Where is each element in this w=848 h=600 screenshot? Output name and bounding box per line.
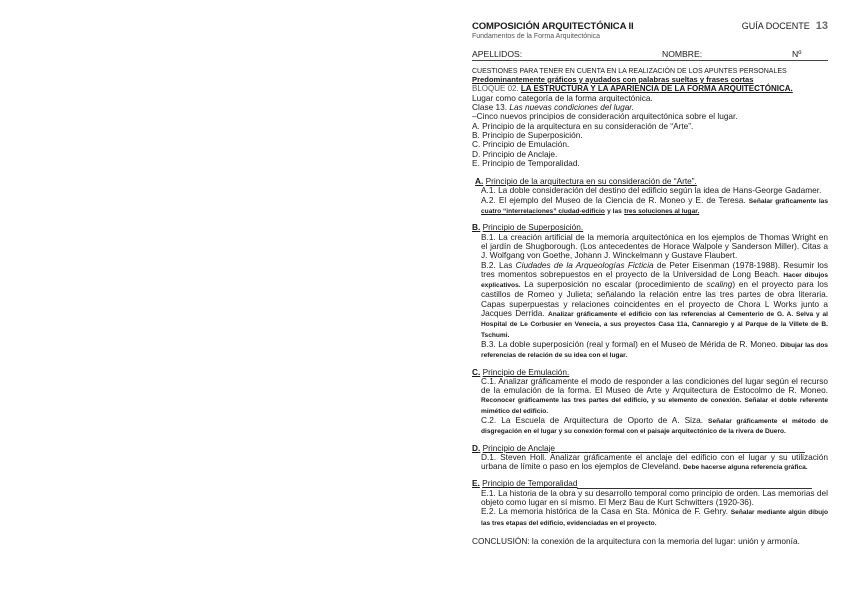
- section-letter: B.: [472, 222, 481, 233]
- list-item: B. Principio de Superposición.: [472, 129, 583, 140]
- item-note: Hacer dibujos explicativos.: [481, 271, 828, 290]
- section-title: Principio de Superposición.: [482, 222, 584, 233]
- guide-label: [742, 22, 828, 31]
- principles-list: [472, 122, 828, 168]
- item-a2: [481, 196, 828, 217]
- item-text: de Peter Eisenman (1978-1988). Resumir los tres momentos sobrepuestos en el proyecto de la Universidad de Long Beach.: [481, 259, 828, 279]
- surname-field[interactable]: APELLIDOS:: [472, 48, 523, 59]
- predominant-note: Predominantemente gráficos y ayudados con palabras sueltas y frases cortas: [472, 74, 754, 84]
- section-title: Principio de Emulación.: [482, 366, 570, 377]
- section-letter: E.: [472, 478, 480, 489]
- list-item: C. Principio de Emulación.: [472, 139, 570, 150]
- section-d: [472, 444, 828, 473]
- five-principles-line: –Cinco nuevos principios de consideración arquitectónica sobre el lugar.: [472, 111, 738, 122]
- item-note: tres soluciones al lugar.: [624, 208, 700, 216]
- item-e1: E.1. La historia de la obra y su desarrollo temporal como principio de orden. Las memorias del objeto como lugar en sí mismo. El Merz Bau de Kurt Schwitters (1920-36).: [481, 487, 828, 508]
- course-subtitle: Fundamentos de la Forma Arquitectónica: [472, 33, 601, 41]
- item-b2: [481, 261, 828, 340]
- section-title: Principio de Temporalidad: [482, 478, 578, 489]
- list-item: A. Principio de la arquitectura en su consideración de “Arte”.: [472, 120, 694, 131]
- list-item: D. Principio de Anclaje.: [472, 148, 558, 159]
- item-text: C.2. La Escuela de Arquitectura de Oporto de A. Siza.: [481, 414, 704, 425]
- place-line: Lugar como categoría de la forma arquitectónica.: [472, 92, 653, 103]
- guide-number: 13: [815, 20, 828, 32]
- item-text: ) en el proyecto para los castillos de Romeo y Julieta; señalando la relación entre las tres partes de obra literaria. Capas superpuestas y relaciones coincidentes en el proyecto de Chora L Works junto a Jacques Derrida.: [481, 279, 829, 319]
- item-text: D.1. Steven Holl. Analizar gráficamente el anclaje del edificio con el lugar y su utilización urbana de límite o paso en los ejemplos de Cleveland.: [481, 451, 828, 472]
- student-fields: [472, 50, 828, 61]
- conclusion: CONCLUSIÓN: la conexión de la arquitectura con la memoria del lugar: unión y armonía.: [472, 535, 800, 546]
- item-b1: B.1. La creación artificial de la memoria arquitectónica en los ejemplos de Thomas Wright en el jardín de Shugborough. (Los antecedentes de Horace Walpole y Sanderson Miller). Citas a J. Wolfgang von Goethe, Johann J. Winckelmann y Gustave Flaubert.: [481, 231, 828, 261]
- section-letter: D.: [472, 442, 481, 453]
- guide-column: [472, 22, 828, 546]
- item-note: Reconocer gráficamente las tres partes del edificio, y su elemento de conexión. Señalar el doble referente mimético del edificio.: [481, 397, 828, 415]
- block-label: BLOQUE 02.: [472, 84, 519, 94]
- item-text: E.2. La memoria histórica de la Casa en Sta. Mónica de F. Gehry.: [481, 506, 728, 517]
- item-note: Debe hacerse alguna referencia gráfica.: [683, 464, 808, 472]
- class-title: Las nuevas condiciones del lugar.: [509, 102, 635, 113]
- number-field[interactable]: Nº: [792, 48, 802, 59]
- guide-label-text: GUÍA DOCENTE: [741, 21, 810, 31]
- item-note: Señalar gráficamente el método de disgregación en el lugar y su conexión formal con el paisaje arquitectónico de la rivera de Duero.: [481, 417, 828, 436]
- item-text: A.2. El ejemplo del Museo de la Ciencia de R. Moneo y E. de Teresa.: [481, 194, 746, 205]
- section-a: [472, 177, 828, 216]
- section-c: [472, 368, 828, 437]
- name-field[interactable]: NOMBRE:: [662, 48, 703, 59]
- item-note: Señalar mediante algún dibujo las tres etapas del edificio, evidenciadas en el proyecto.: [481, 509, 828, 527]
- item-note: y las: [607, 208, 622, 216]
- item-note: Dibujar las dos referencias de relación de su idea con el lugar.: [481, 341, 828, 360]
- item-text: C.1. Analizar gráficamente el modo de responder a las condiciones del lugar según el recurso de la emulación de la forma. El Museo de Arte y Arquitectura de Estocolmo de R. Moneo.: [481, 375, 828, 396]
- item-note: Analizar gráficamente el edificio con las referencias al Cementerio de G. A. Selva y al Hospital de Le Corbusier en Venecia, a sus proyectos Casa 11a, Cannaregio y al Parque de la Villete de B. Tschumi.: [481, 311, 829, 339]
- section-b: [472, 223, 828, 360]
- section-e: [472, 479, 828, 527]
- item-text: B.2. Las: [481, 259, 513, 270]
- block-title: LA ESTRUCTURA Y LA APARIENCIA DE LA FORMA ARQUITECTÓNICA.: [520, 84, 793, 94]
- item-note: cuatro “interrelaciones” ciudad-edificio: [481, 208, 605, 216]
- section-letter: A.: [475, 176, 484, 187]
- item-italic: Ciudades de la Arqueologías Ficticia: [515, 259, 654, 270]
- course-title: COMPOSICIÓN ARQUITECTÓNICA II: [472, 21, 634, 32]
- item-text: B.3. La doble superposición (real y formal) en el Museo de Mérida de R. Moneo.: [481, 338, 778, 349]
- item-e2: [481, 507, 828, 528]
- item-text: La superposición no escalar (procedimiento de: [524, 279, 703, 290]
- item-b3: [481, 340, 828, 361]
- questions-heading: CUESTIONES PARA TENER EN CUENTA EN LA REALIZACIÓN DE LOS APUNTES PERSONALES: [472, 67, 787, 75]
- section-title: Principio de la arquitectura en su consideración de “Arte”.: [485, 176, 697, 187]
- item-c1: [481, 377, 828, 416]
- list-item: E. Principio de Temporalidad.: [472, 157, 580, 168]
- item-c2: [481, 416, 828, 437]
- item-d1: [481, 453, 828, 473]
- class-label: Clase 13.: [472, 102, 508, 113]
- item-italic: scaling: [706, 279, 733, 290]
- item-note: Señalar gráficamente las: [748, 197, 828, 205]
- header: [472, 22, 828, 42]
- section-title: Principio de Anclaje: [482, 442, 556, 453]
- section-letter: C.: [472, 366, 481, 377]
- item-a1: A.1. La doble consideración del destino del edificio según la idea de Hans-George Gadamer.: [481, 185, 822, 196]
